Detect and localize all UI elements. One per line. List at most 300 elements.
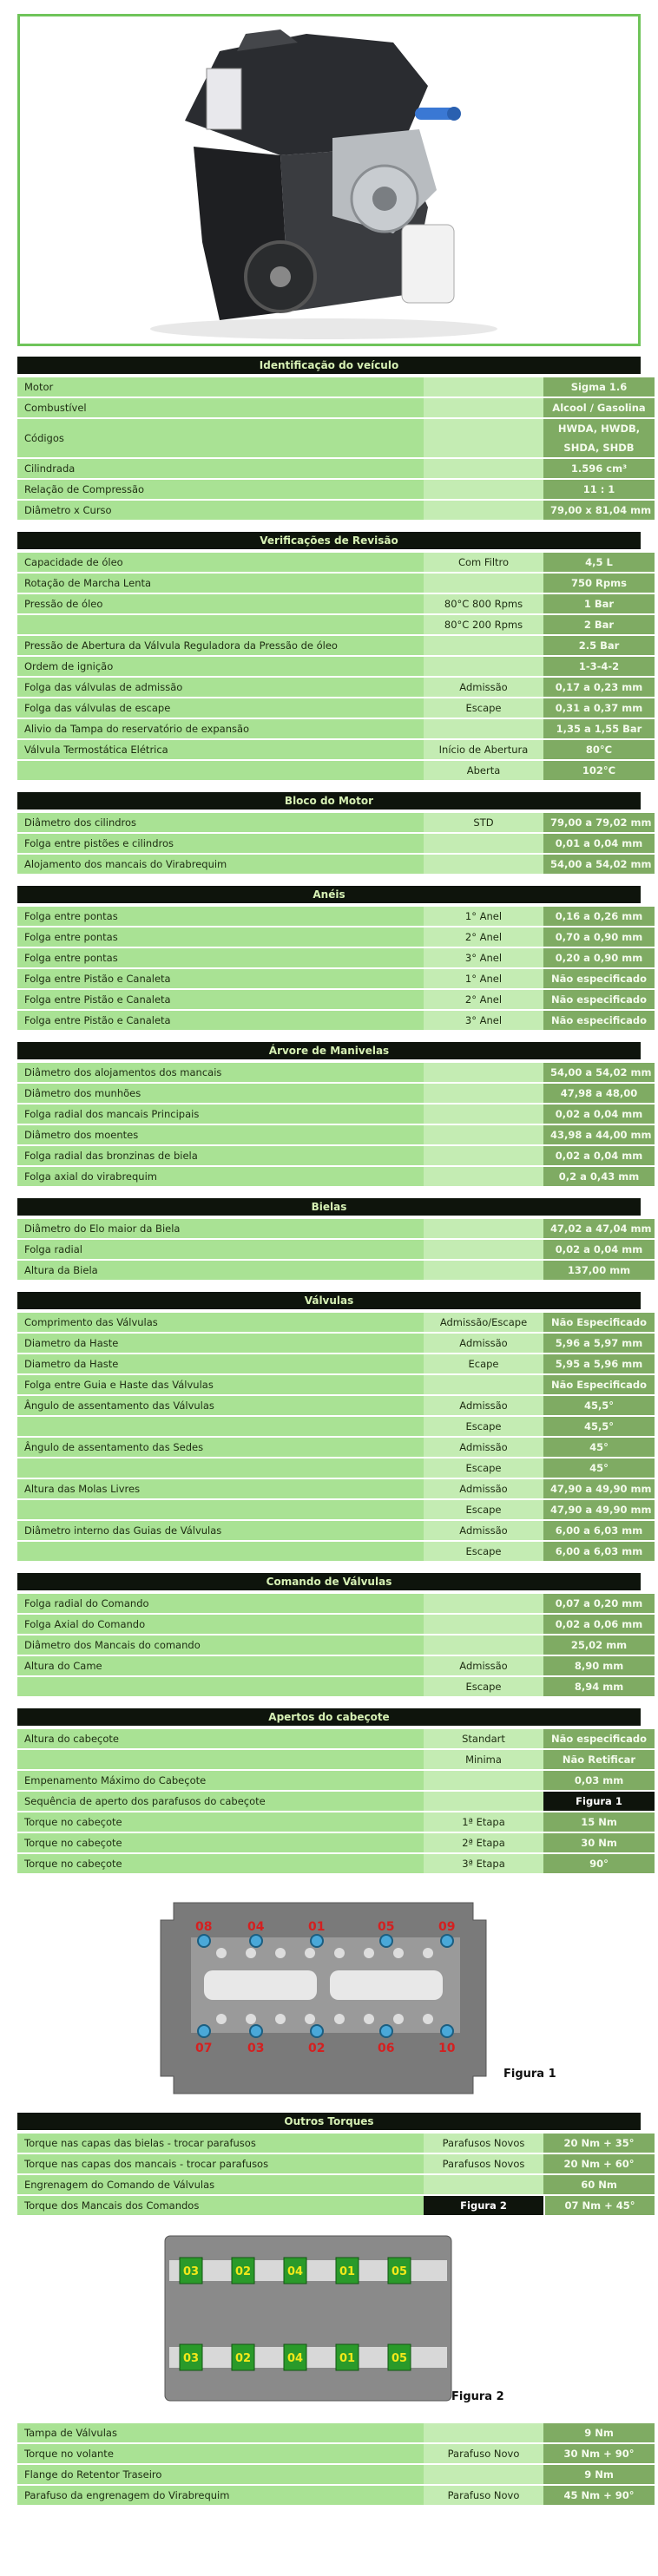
spec-row bbox=[17, 1833, 655, 1852]
spec-value: 30 Nm bbox=[543, 1833, 655, 1852]
spec-label: Folga entre pontas bbox=[17, 948, 424, 967]
spec-label: Parafuso da engrenagem do Virabrequim bbox=[17, 2486, 424, 2505]
spec-row bbox=[17, 1729, 655, 1748]
spec-condition: 80°C 800 Rpms bbox=[424, 594, 543, 613]
section-aneis bbox=[17, 886, 647, 1032]
spec-label bbox=[17, 1677, 424, 1696]
section-title: Bielas bbox=[17, 1198, 641, 1216]
spec-value: Não especificado bbox=[543, 969, 655, 988]
spec-table bbox=[17, 811, 655, 875]
spec-value: 6,00 a 6,03 mm bbox=[543, 1542, 655, 1561]
spec-row bbox=[17, 1334, 655, 1353]
section-title: Árvore de Manivelas bbox=[17, 1042, 641, 1059]
spec-label: Pressão de Abertura da Válvula Reguladora da Pressão de óleo bbox=[17, 636, 424, 655]
spec-value: 47,02 a 47,04 mm bbox=[543, 1219, 655, 1238]
spec-row bbox=[17, 1063, 655, 1082]
spec-condition bbox=[424, 419, 543, 457]
spec-label: Folga das válvulas de admissão bbox=[17, 678, 424, 697]
bolt-marker bbox=[198, 1935, 210, 1947]
spec-row bbox=[17, 907, 655, 926]
spec-row bbox=[17, 1354, 655, 1373]
spec-label bbox=[17, 1458, 424, 1478]
spec-value: 79,00 a 79,02 mm bbox=[543, 813, 655, 832]
figure-1 bbox=[17, 1885, 641, 2102]
cap-number: 05 bbox=[392, 2352, 408, 2365]
spec-condition bbox=[424, 377, 543, 397]
cap-number: 02 bbox=[235, 2265, 252, 2278]
spec-condition: Figura 2 bbox=[424, 2196, 543, 2215]
spec-label: Diametro da Haste bbox=[17, 1354, 424, 1373]
spec-condition bbox=[424, 501, 543, 520]
spec-condition: 1° Anel bbox=[424, 907, 543, 926]
spec-label: Rotação de Marcha Lenta bbox=[17, 574, 424, 593]
spec-row bbox=[17, 636, 655, 655]
spec-label: Altura do cabeçote bbox=[17, 1729, 424, 1748]
spec-row bbox=[17, 740, 655, 759]
spec-label: Folga entre Pistão e Canaleta bbox=[17, 1011, 424, 1030]
spec-label: Flange do Retentor Traseiro bbox=[17, 2465, 424, 2484]
spec-condition: Parafuso Novo bbox=[424, 2486, 543, 2505]
section-title: Anéis bbox=[17, 886, 641, 903]
spec-table bbox=[17, 1217, 655, 1281]
spec-condition bbox=[424, 1792, 543, 1811]
figure-2-label: Figura 2 bbox=[451, 2390, 504, 2403]
bolt-marker bbox=[380, 1935, 392, 1947]
spec-table bbox=[17, 1061, 655, 1188]
spec-condition bbox=[424, 855, 543, 874]
spec-condition: STD bbox=[424, 813, 543, 832]
spec-value: 54,00 a 54,02 mm bbox=[543, 855, 655, 874]
spec-value: HWDA, HWDB, SHDA, SHDB bbox=[543, 419, 655, 457]
spec-label: Folga Axial do Comando bbox=[17, 1615, 424, 1634]
spec-label: Engrenagem do Comando de Válvulas bbox=[17, 2175, 424, 2194]
spec-row bbox=[17, 1261, 655, 1280]
spec-condition bbox=[424, 1146, 543, 1165]
spec-value: 1 Bar bbox=[543, 594, 655, 613]
spec-row bbox=[17, 813, 655, 832]
spec-value: 45,5° bbox=[543, 1396, 655, 1415]
spec-value: 15 Nm bbox=[543, 1812, 655, 1832]
spec-condition: 2ª Etapa bbox=[424, 1833, 543, 1852]
spec-condition: Escape bbox=[424, 1677, 543, 1696]
spec-row bbox=[17, 927, 655, 947]
spec-label: Diâmetro dos Mancais do comando bbox=[17, 1635, 424, 1655]
spec-label: Folga entre Pistão e Canaleta bbox=[17, 990, 424, 1009]
spec-row bbox=[17, 1125, 655, 1144]
spec-row bbox=[17, 2486, 655, 2505]
section-arvore bbox=[17, 1042, 652, 1188]
bolt-number-bottom: 07 bbox=[195, 2042, 213, 2055]
spec-row bbox=[17, 1084, 655, 1103]
spec-label bbox=[17, 1417, 424, 1436]
spec-row bbox=[17, 1458, 655, 1478]
spec-row bbox=[17, 678, 655, 697]
cap-number: 01 bbox=[339, 2265, 356, 2278]
spec-row bbox=[17, 657, 655, 676]
spec-label: Comprimento das Válvulas bbox=[17, 1313, 424, 1332]
spec-label: Válvula Termostática Elétrica bbox=[17, 740, 424, 759]
section-identificacao bbox=[17, 357, 652, 521]
spec-row bbox=[17, 574, 655, 593]
spec-condition: Admissão bbox=[424, 1521, 543, 1540]
spec-value: 0,02 a 0,06 mm bbox=[543, 1615, 655, 1634]
bolt-number-bottom: 03 bbox=[247, 2042, 265, 2055]
spec-value: 9 Nm bbox=[543, 2423, 655, 2442]
spec-row bbox=[17, 990, 655, 1009]
spec-condition: Com Filtro bbox=[424, 553, 543, 572]
spec-value: 2.5 Bar bbox=[543, 636, 655, 655]
bolt-number-top: 04 bbox=[247, 1920, 265, 1934]
spec-value: 25,02 mm bbox=[543, 1635, 655, 1655]
spec-label: Folga das válvulas de escape bbox=[17, 698, 424, 718]
spec-row bbox=[17, 594, 655, 613]
spec-condition: Escape bbox=[424, 698, 543, 718]
section-apertos bbox=[17, 1708, 647, 1875]
spec-row bbox=[17, 834, 655, 853]
spec-label: Ordem de ignição bbox=[17, 657, 424, 676]
spec-row bbox=[17, 1771, 655, 1790]
spec-condition: Admissão bbox=[424, 1656, 543, 1675]
spec-value: 45 Nm + 90° bbox=[543, 2486, 655, 2505]
cap-number: 03 bbox=[183, 2352, 200, 2365]
spec-value: 47,98 a 48,00 bbox=[543, 1084, 655, 1103]
spec-condition: 3ª Etapa bbox=[424, 1854, 543, 1873]
spec-row bbox=[17, 969, 655, 988]
spec-label: Diâmetro dos moentes bbox=[17, 1125, 424, 1144]
spec-condition bbox=[424, 2175, 543, 2194]
spec-value: 30 Nm + 90° bbox=[543, 2444, 655, 2463]
spec-row bbox=[17, 1500, 655, 1519]
section-title: Apertos do cabeçote bbox=[17, 1708, 641, 1726]
spec-value: Não Especificado bbox=[543, 1313, 655, 1332]
spec-condition: Admissão bbox=[424, 1438, 543, 1457]
spec-condition: Minima bbox=[424, 1750, 543, 1769]
spec-label: Diâmetro dos alojamentos dos mancais bbox=[17, 1063, 424, 1082]
spec-table bbox=[17, 905, 655, 1032]
bolt-marker bbox=[380, 2025, 392, 2037]
spec-value: 750 Rpms bbox=[543, 574, 655, 593]
spec-value: Não especificado bbox=[543, 990, 655, 1009]
spec-row bbox=[17, 1594, 655, 1613]
spec-label: Sequência de aperto dos parafusos do cabeçote bbox=[17, 1792, 424, 1811]
spec-condition bbox=[424, 1615, 543, 1634]
spec-label: Empenamento Máximo do Cabeçote bbox=[17, 1771, 424, 1790]
spec-table bbox=[17, 376, 655, 521]
spec-label: Motor bbox=[17, 377, 424, 397]
spec-label: Alojamento dos mancais do Virabrequim bbox=[17, 855, 424, 874]
spec-row bbox=[17, 480, 655, 499]
spec-row bbox=[17, 1542, 655, 1561]
spec-label: Folga entre Pistão e Canaleta bbox=[17, 969, 424, 988]
spec-table bbox=[17, 1592, 655, 1698]
spec-condition bbox=[424, 1240, 543, 1259]
spec-row bbox=[17, 1313, 655, 1332]
spec-condition bbox=[424, 2423, 543, 2442]
engine-image bbox=[20, 16, 638, 344]
spec-row bbox=[17, 2175, 655, 2194]
spec-value: 20 Nm + 60° bbox=[543, 2154, 655, 2173]
spec-condition bbox=[424, 1261, 543, 1280]
spec-label: Folga radial dos mancais Principais bbox=[17, 1104, 424, 1124]
spec-value: Não Retificar bbox=[543, 1750, 655, 1769]
spec-row bbox=[17, 1521, 655, 1540]
spec-label: Pressão de óleo bbox=[17, 594, 424, 613]
spec-label: Torque no cabeçote bbox=[17, 1854, 424, 1873]
spec-condition bbox=[424, 398, 543, 417]
spec-table bbox=[17, 2422, 655, 2507]
spec-value: 5,95 a 5,96 mm bbox=[543, 1354, 655, 1373]
spec-value: 54,00 a 54,02 mm bbox=[543, 1063, 655, 1082]
spec-row bbox=[17, 553, 655, 572]
spec-row bbox=[17, 1240, 655, 1259]
spec-condition: 3° Anel bbox=[424, 1011, 543, 1030]
page bbox=[17, 0, 652, 2507]
spec-value: 1,35 a 1,55 Bar bbox=[543, 719, 655, 738]
spec-condition bbox=[424, 1063, 543, 1082]
spec-table bbox=[17, 1311, 655, 1563]
spec-value: 6,00 a 6,03 mm bbox=[543, 1521, 655, 1540]
spec-label: Torque nas capas dos mancais - trocar parafusos bbox=[17, 2154, 424, 2173]
spec-condition bbox=[424, 834, 543, 853]
spec-label: Códigos bbox=[17, 419, 424, 457]
spec-label: Torque no cabeçote bbox=[17, 1812, 424, 1832]
spec-value: Não Especificado bbox=[543, 1375, 655, 1394]
section-bielas bbox=[17, 1198, 652, 1281]
bolt-marker bbox=[441, 1935, 453, 1947]
camshaft-diagram bbox=[17, 2227, 641, 2409]
spec-row bbox=[17, 1812, 655, 1832]
spec-condition: Parafusos Novos bbox=[424, 2134, 543, 2153]
spec-value: 11 : 1 bbox=[543, 480, 655, 499]
spec-row bbox=[17, 398, 655, 417]
spec-row bbox=[17, 459, 655, 478]
spec-value: 43,98 a 44,00 mm bbox=[543, 1125, 655, 1144]
bolt-marker bbox=[311, 1935, 323, 1947]
spec-label: Torque dos Mancais dos Comandos bbox=[17, 2196, 424, 2215]
spec-label: Cilindrada bbox=[17, 459, 424, 478]
spec-row bbox=[17, 2154, 655, 2173]
spec-condition: Admissão bbox=[424, 1396, 543, 1415]
spec-row bbox=[17, 948, 655, 967]
spec-value: 0,01 a 0,04 mm bbox=[543, 834, 655, 853]
spec-label: Altura das Molas Livres bbox=[17, 1479, 424, 1498]
cap-number: 03 bbox=[183, 2265, 200, 2278]
spec-value: 79,00 x 81,04 mm bbox=[543, 501, 655, 520]
figure-1-label: Figura 1 bbox=[503, 2068, 556, 2081]
spec-condition bbox=[424, 636, 543, 655]
bolt-number-top: 05 bbox=[378, 1920, 395, 1934]
bolt-marker bbox=[250, 2025, 262, 2037]
spec-label: Folga radial do Comando bbox=[17, 1594, 424, 1613]
spec-condition bbox=[424, 1167, 543, 1186]
spec-value: 60 Nm bbox=[543, 2175, 655, 2194]
spec-value: 0,07 a 0,20 mm bbox=[543, 1594, 655, 1613]
spec-row bbox=[17, 1219, 655, 1238]
spec-value: 80°C bbox=[543, 740, 655, 759]
spec-condition: Standart bbox=[424, 1729, 543, 1748]
spec-row bbox=[17, 501, 655, 520]
spec-label bbox=[17, 1750, 424, 1769]
spec-row bbox=[17, 1677, 655, 1696]
spec-row bbox=[17, 698, 655, 718]
section-title: Identificação do veículo bbox=[17, 357, 641, 374]
spec-label: Folga entre Guia e Haste das Válvulas bbox=[17, 1375, 424, 1394]
spec-condition bbox=[424, 459, 543, 478]
spec-row bbox=[17, 1417, 655, 1436]
spec-value: 0,02 a 0,04 mm bbox=[543, 1146, 655, 1165]
spec-label: Folga entre pontas bbox=[17, 907, 424, 926]
spec-condition: Parafuso Novo bbox=[424, 2444, 543, 2463]
spec-row bbox=[17, 1615, 655, 1634]
spec-value: 0,2 a 0,43 mm bbox=[543, 1167, 655, 1186]
spec-condition bbox=[424, 1635, 543, 1655]
spec-value: 90° bbox=[543, 1854, 655, 1873]
bolt-number-bottom: 02 bbox=[308, 2042, 326, 2055]
spec-value: 20 Nm + 35° bbox=[543, 2134, 655, 2153]
spec-condition: Admissão bbox=[424, 1479, 543, 1498]
section-valvulas bbox=[17, 1292, 652, 1563]
section-comando bbox=[17, 1573, 641, 1698]
spec-sections bbox=[17, 357, 652, 2507]
spec-label: Ângulo de assentamento das Sedes bbox=[17, 1438, 424, 1457]
engine-photo bbox=[17, 14, 641, 346]
spec-label: Tampa de Válvulas bbox=[17, 2423, 424, 2442]
spec-row bbox=[17, 2196, 655, 2215]
spec-value: 1.596 cm³ bbox=[543, 459, 655, 478]
spec-row bbox=[17, 1104, 655, 1124]
spec-row bbox=[17, 377, 655, 397]
spec-condition bbox=[424, 1375, 543, 1394]
spec-row bbox=[17, 2465, 655, 2484]
spec-row bbox=[17, 1011, 655, 1030]
spec-label: Relação de Compressão bbox=[17, 480, 424, 499]
spec-condition: 1° Anel bbox=[424, 969, 543, 988]
spec-value: Alcool / Gasolina bbox=[543, 398, 655, 417]
spec-value: 137,00 mm bbox=[543, 1261, 655, 1280]
bolt-marker bbox=[250, 1935, 262, 1947]
bolt-number-bottom: 06 bbox=[378, 2042, 395, 2055]
spec-value: 45,5° bbox=[543, 1417, 655, 1436]
spec-value: 0,31 a 0,37 mm bbox=[543, 698, 655, 718]
spec-row bbox=[17, 419, 655, 457]
spec-value: 8,94 mm bbox=[543, 1677, 655, 1696]
spec-label: Folga entre pontas bbox=[17, 927, 424, 947]
section-outros bbox=[17, 2113, 641, 2217]
spec-label: Diâmetro x Curso bbox=[17, 501, 424, 520]
spec-value: 0,02 a 0,04 mm bbox=[543, 1240, 655, 1259]
spec-value: 0,02 a 0,04 mm bbox=[543, 1104, 655, 1124]
spec-row bbox=[17, 1479, 655, 1498]
spec-value: 47,90 a 49,90 mm bbox=[543, 1500, 655, 1519]
spec-condition: 80°C 200 Rpms bbox=[424, 615, 543, 634]
spec-row bbox=[17, 855, 655, 874]
spec-value: 1-3-4-2 bbox=[543, 657, 655, 676]
spec-label bbox=[17, 1542, 424, 1561]
figure-2 bbox=[17, 2227, 641, 2409]
spec-value: 0,20 a 0,90 mm bbox=[543, 948, 655, 967]
spec-value: 0,16 a 0,26 mm bbox=[543, 907, 655, 926]
spec-row bbox=[17, 1146, 655, 1165]
spec-condition: Ecape bbox=[424, 1354, 543, 1373]
spec-label: Diâmetro interno das Guias de Válvulas bbox=[17, 1521, 424, 1540]
spec-row bbox=[17, 2423, 655, 2442]
bolt-number-top: 01 bbox=[308, 1920, 326, 1934]
spec-table bbox=[17, 2132, 655, 2217]
spec-value: Não especificado bbox=[543, 1729, 655, 1748]
spec-label: Folga radial das bronzinas de biela bbox=[17, 1146, 424, 1165]
spec-value: 07 Nm + 45° bbox=[543, 2196, 655, 2215]
spec-label: Diâmetro dos munhões bbox=[17, 1084, 424, 1103]
bolt-number-top: 08 bbox=[195, 1920, 213, 1934]
spec-label: Diâmetro dos cilindros bbox=[17, 813, 424, 832]
section-verificacoes bbox=[17, 532, 641, 782]
spec-row bbox=[17, 1750, 655, 1769]
cap-number: 02 bbox=[235, 2352, 252, 2365]
spec-condition bbox=[424, 1594, 543, 1613]
spec-row bbox=[17, 761, 655, 780]
spec-row bbox=[17, 615, 655, 634]
spec-condition bbox=[424, 480, 543, 499]
spec-label: Alivio da Tampa do reservatório de expansão bbox=[17, 719, 424, 738]
spec-condition bbox=[424, 574, 543, 593]
spec-label bbox=[17, 1500, 424, 1519]
spec-row bbox=[17, 1167, 655, 1186]
spec-row bbox=[17, 2444, 655, 2463]
spec-condition: Admissão bbox=[424, 678, 543, 697]
spec-label: Torque no cabeçote bbox=[17, 1833, 424, 1852]
spec-value: 9 Nm bbox=[543, 2465, 655, 2484]
spec-row bbox=[17, 719, 655, 738]
spec-table bbox=[17, 1727, 655, 1875]
spec-table bbox=[17, 551, 655, 782]
spec-label: Diâmetro do Elo maior da Biela bbox=[17, 1219, 424, 1238]
spec-value: 2 Bar bbox=[543, 615, 655, 634]
spec-value: Sigma 1.6 bbox=[543, 377, 655, 397]
spec-row bbox=[17, 1635, 655, 1655]
spec-label: Altura do Came bbox=[17, 1656, 424, 1675]
spec-value: 45° bbox=[543, 1438, 655, 1457]
spec-value: 45° bbox=[543, 1458, 655, 1478]
section-bloco bbox=[17, 792, 652, 875]
spec-condition: Escape bbox=[424, 1542, 543, 1561]
spec-value: 8,90 mm bbox=[543, 1656, 655, 1675]
spec-condition: Início de Abertura bbox=[424, 740, 543, 759]
spec-condition: Admissão bbox=[424, 1334, 543, 1353]
spec-condition: 1ª Etapa bbox=[424, 1812, 543, 1832]
spec-row bbox=[17, 1396, 655, 1415]
spec-label: Folga radial bbox=[17, 1240, 424, 1259]
bolt-marker bbox=[311, 2025, 323, 2037]
section-title: Comando de Válvulas bbox=[17, 1573, 641, 1590]
section-title: Bloco do Motor bbox=[17, 792, 641, 810]
cap-number: 05 bbox=[392, 2265, 408, 2278]
spec-value: 5,96 a 5,97 mm bbox=[543, 1334, 655, 1353]
spec-row bbox=[17, 1438, 655, 1457]
spec-value: 0,70 a 0,90 mm bbox=[543, 927, 655, 947]
bolt-number-bottom: 10 bbox=[438, 2042, 456, 2055]
section-title: Outros Torques bbox=[17, 2113, 641, 2130]
spec-row bbox=[17, 2134, 655, 2153]
spec-condition bbox=[424, 1084, 543, 1103]
section-extra bbox=[17, 2422, 641, 2507]
spec-row bbox=[17, 1656, 655, 1675]
spec-label bbox=[17, 615, 424, 634]
spec-condition: Escape bbox=[424, 1500, 543, 1519]
spec-value: Figura 1 bbox=[543, 1792, 655, 1811]
cap-number: 04 bbox=[287, 2265, 304, 2278]
spec-label bbox=[17, 761, 424, 780]
spec-condition bbox=[424, 2465, 543, 2484]
